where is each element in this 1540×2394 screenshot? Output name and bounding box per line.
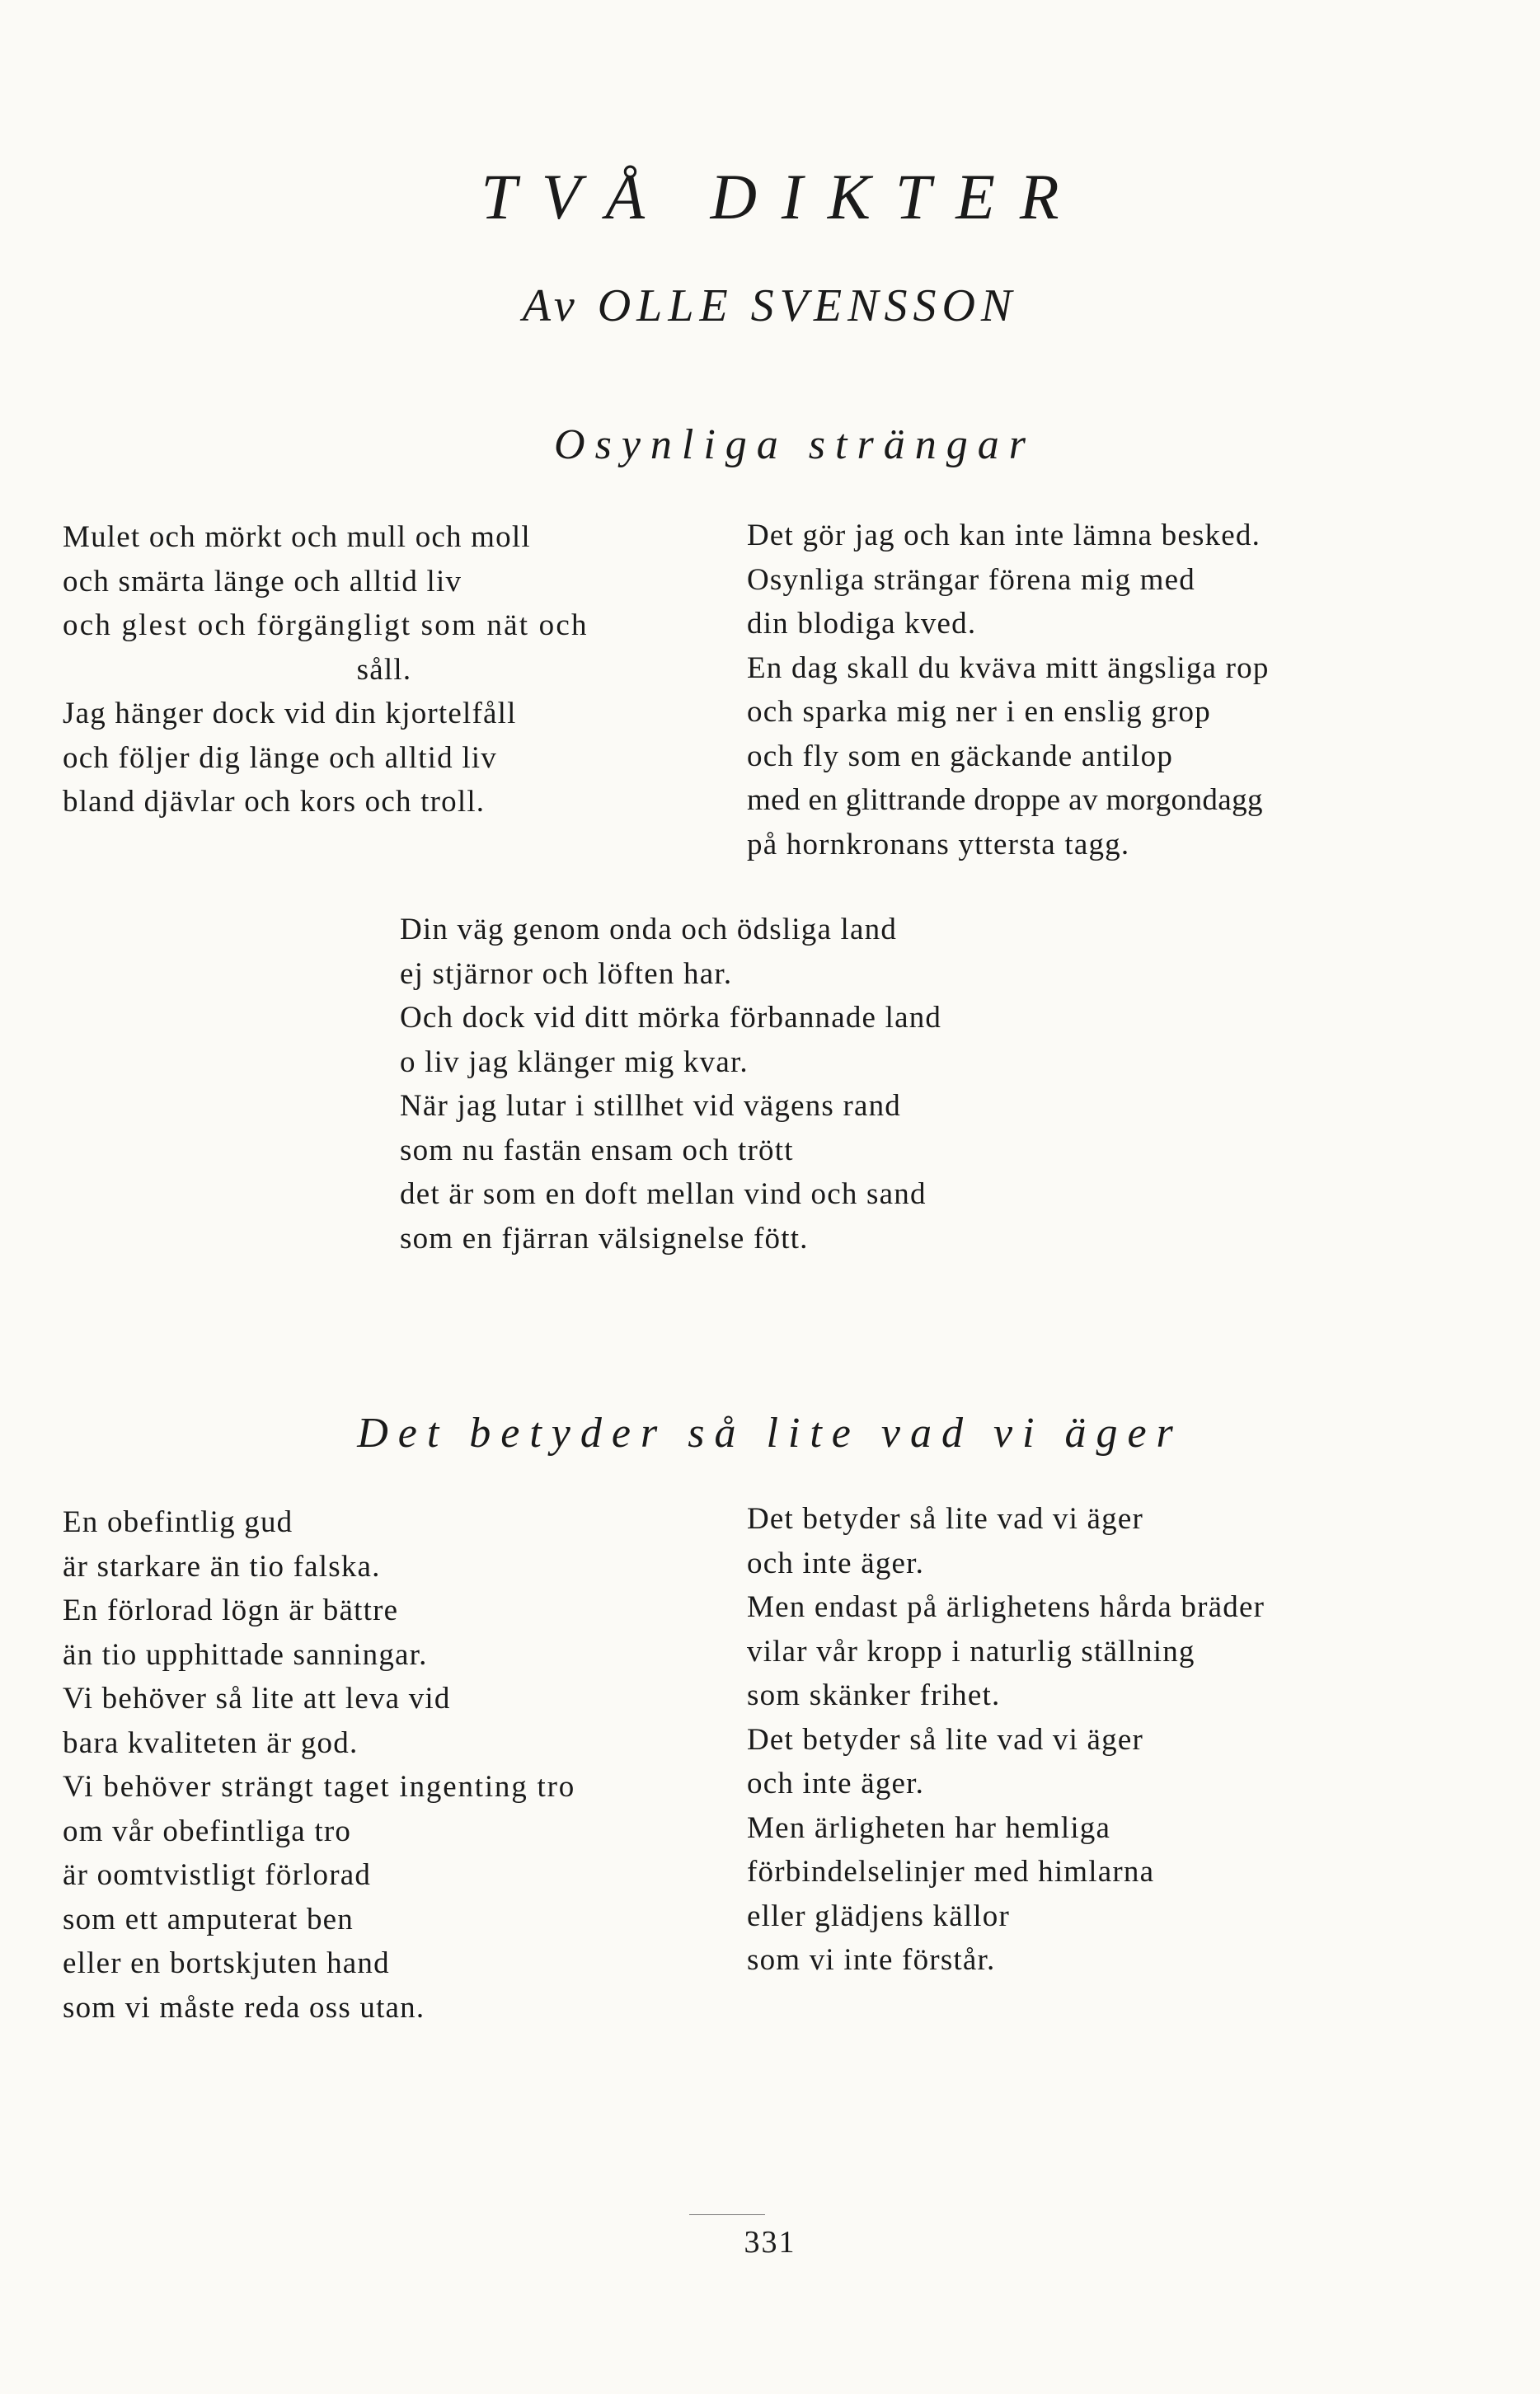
verse-line: med en glittrande droppe av morgondagg — [747, 783, 1263, 817]
verse-line: och sparka mig ner i en enslig grop — [747, 695, 1211, 729]
verse-line-runover: såll. — [356, 652, 412, 687]
verse-line: När jag lutar i stillhet vid vägens rand — [400, 1089, 901, 1123]
poem2-stanza-left — [63, 1500, 722, 2030]
poem2-stanza-right — [747, 1497, 1456, 1983]
poem1-stanza-left — [63, 515, 706, 824]
verse-line: eller glädjens källor — [747, 1899, 1011, 1933]
verse-line: och glest och förgängligt som nät och — [63, 608, 589, 642]
verse-line: Det betyder så lite vad vi äger — [747, 1502, 1144, 1536]
verse-line: Det gör jag och kan inte lämna besked. — [747, 519, 1261, 552]
verse-line: Det betyder så lite vad vi äger — [747, 1722, 1144, 1757]
poem-title-det-betyder: Det betyder så lite vad vi äger — [357, 1410, 1183, 1457]
poem1-stanza-right — [747, 514, 1456, 866]
verse-line: det är som en doft mellan vind och sand — [400, 1177, 927, 1211]
verse-line: och inte äger. — [747, 1546, 925, 1580]
verse-line: Osynliga strängar förena mig med — [747, 562, 1195, 597]
verse-line: Vi behöver strängt taget ingenting tro — [63, 1770, 576, 1804]
verse-line: på hornkronans yttersta tagg. — [747, 827, 1130, 861]
verse-line: som vi måste reda oss utan. — [63, 1990, 425, 2025]
page-number: 331 — [744, 2225, 796, 2260]
verse-line: bland djävlar och kors och troll. — [63, 785, 486, 819]
verse-line: och inte äger. — [747, 1767, 925, 1800]
verse-line: är starkare än tio falska. — [63, 1549, 381, 1584]
page-title: TVÅ DIKTER — [481, 161, 1084, 232]
verse-line: som skänker frihet. — [747, 1678, 1001, 1712]
verse-line: Vi behöver så lite att leva vid — [63, 1682, 451, 1716]
poem-title-osynliga-strangar: Osynliga strängar — [554, 421, 1035, 468]
verse-line: bara kvaliteten är god. — [63, 1725, 359, 1760]
folio-rule — [689, 2214, 765, 2215]
verse-line: och fly som en gäckande antilop — [747, 739, 1174, 773]
verse-line: förbindelselinjer med himlarna — [747, 1855, 1155, 1889]
verse-line: vilar vår kropp i naturlig ställning — [747, 1634, 1195, 1669]
verse-line: än tio upphittade sanningar. — [63, 1637, 428, 1672]
verse-line: om vår obefintliga tro — [63, 1814, 352, 1848]
verse-line: din blodiga kved. — [747, 607, 977, 641]
verse-line: En förlorad lögn är bättre — [63, 1594, 399, 1627]
verse-line: Men endast på ärlighetens hårda bräder — [747, 1590, 1265, 1624]
verse-line: är oomtvistligt förlorad — [63, 1858, 372, 1892]
verse-line: Jag hänger dock vid din kjortelfåll — [63, 697, 517, 730]
verse-line: som en fjärran välsignelse fött. — [400, 1221, 809, 1256]
verse-line: Men ärligheten har hemliga — [747, 1810, 1111, 1845]
verse-line: Din väg genom onda och ödsliga land — [400, 913, 898, 946]
verse-line: som ett amputerat ben — [63, 1902, 354, 1936]
verse-line: En obefintlig gud — [63, 1505, 293, 1539]
verse-line: o liv jag klänger mig kvar. — [400, 1044, 749, 1079]
verse-line: som vi inte förstår. — [747, 1943, 996, 1977]
verse-line: eller en bortskjuten hand — [63, 1946, 390, 1980]
verse-line: En dag skall du kväva mitt ängsliga rop — [747, 650, 1270, 685]
verse-line: Mulet och mörkt och mull och moll — [63, 520, 531, 554]
verse-line: som nu fastän ensam och trött — [400, 1133, 794, 1167]
author-byline: Av OLLE SVENSSON — [522, 280, 1018, 331]
verse-line: ej stjärnor och löften har. — [400, 956, 733, 991]
verse-line: och smärta länge och alltid liv — [63, 564, 462, 598]
poem1-stanza-center — [400, 908, 1142, 1260]
verse-line: och följer dig länge och alltid liv — [63, 740, 497, 775]
verse-line: Och dock vid ditt mörka förbannade land — [400, 1001, 942, 1035]
